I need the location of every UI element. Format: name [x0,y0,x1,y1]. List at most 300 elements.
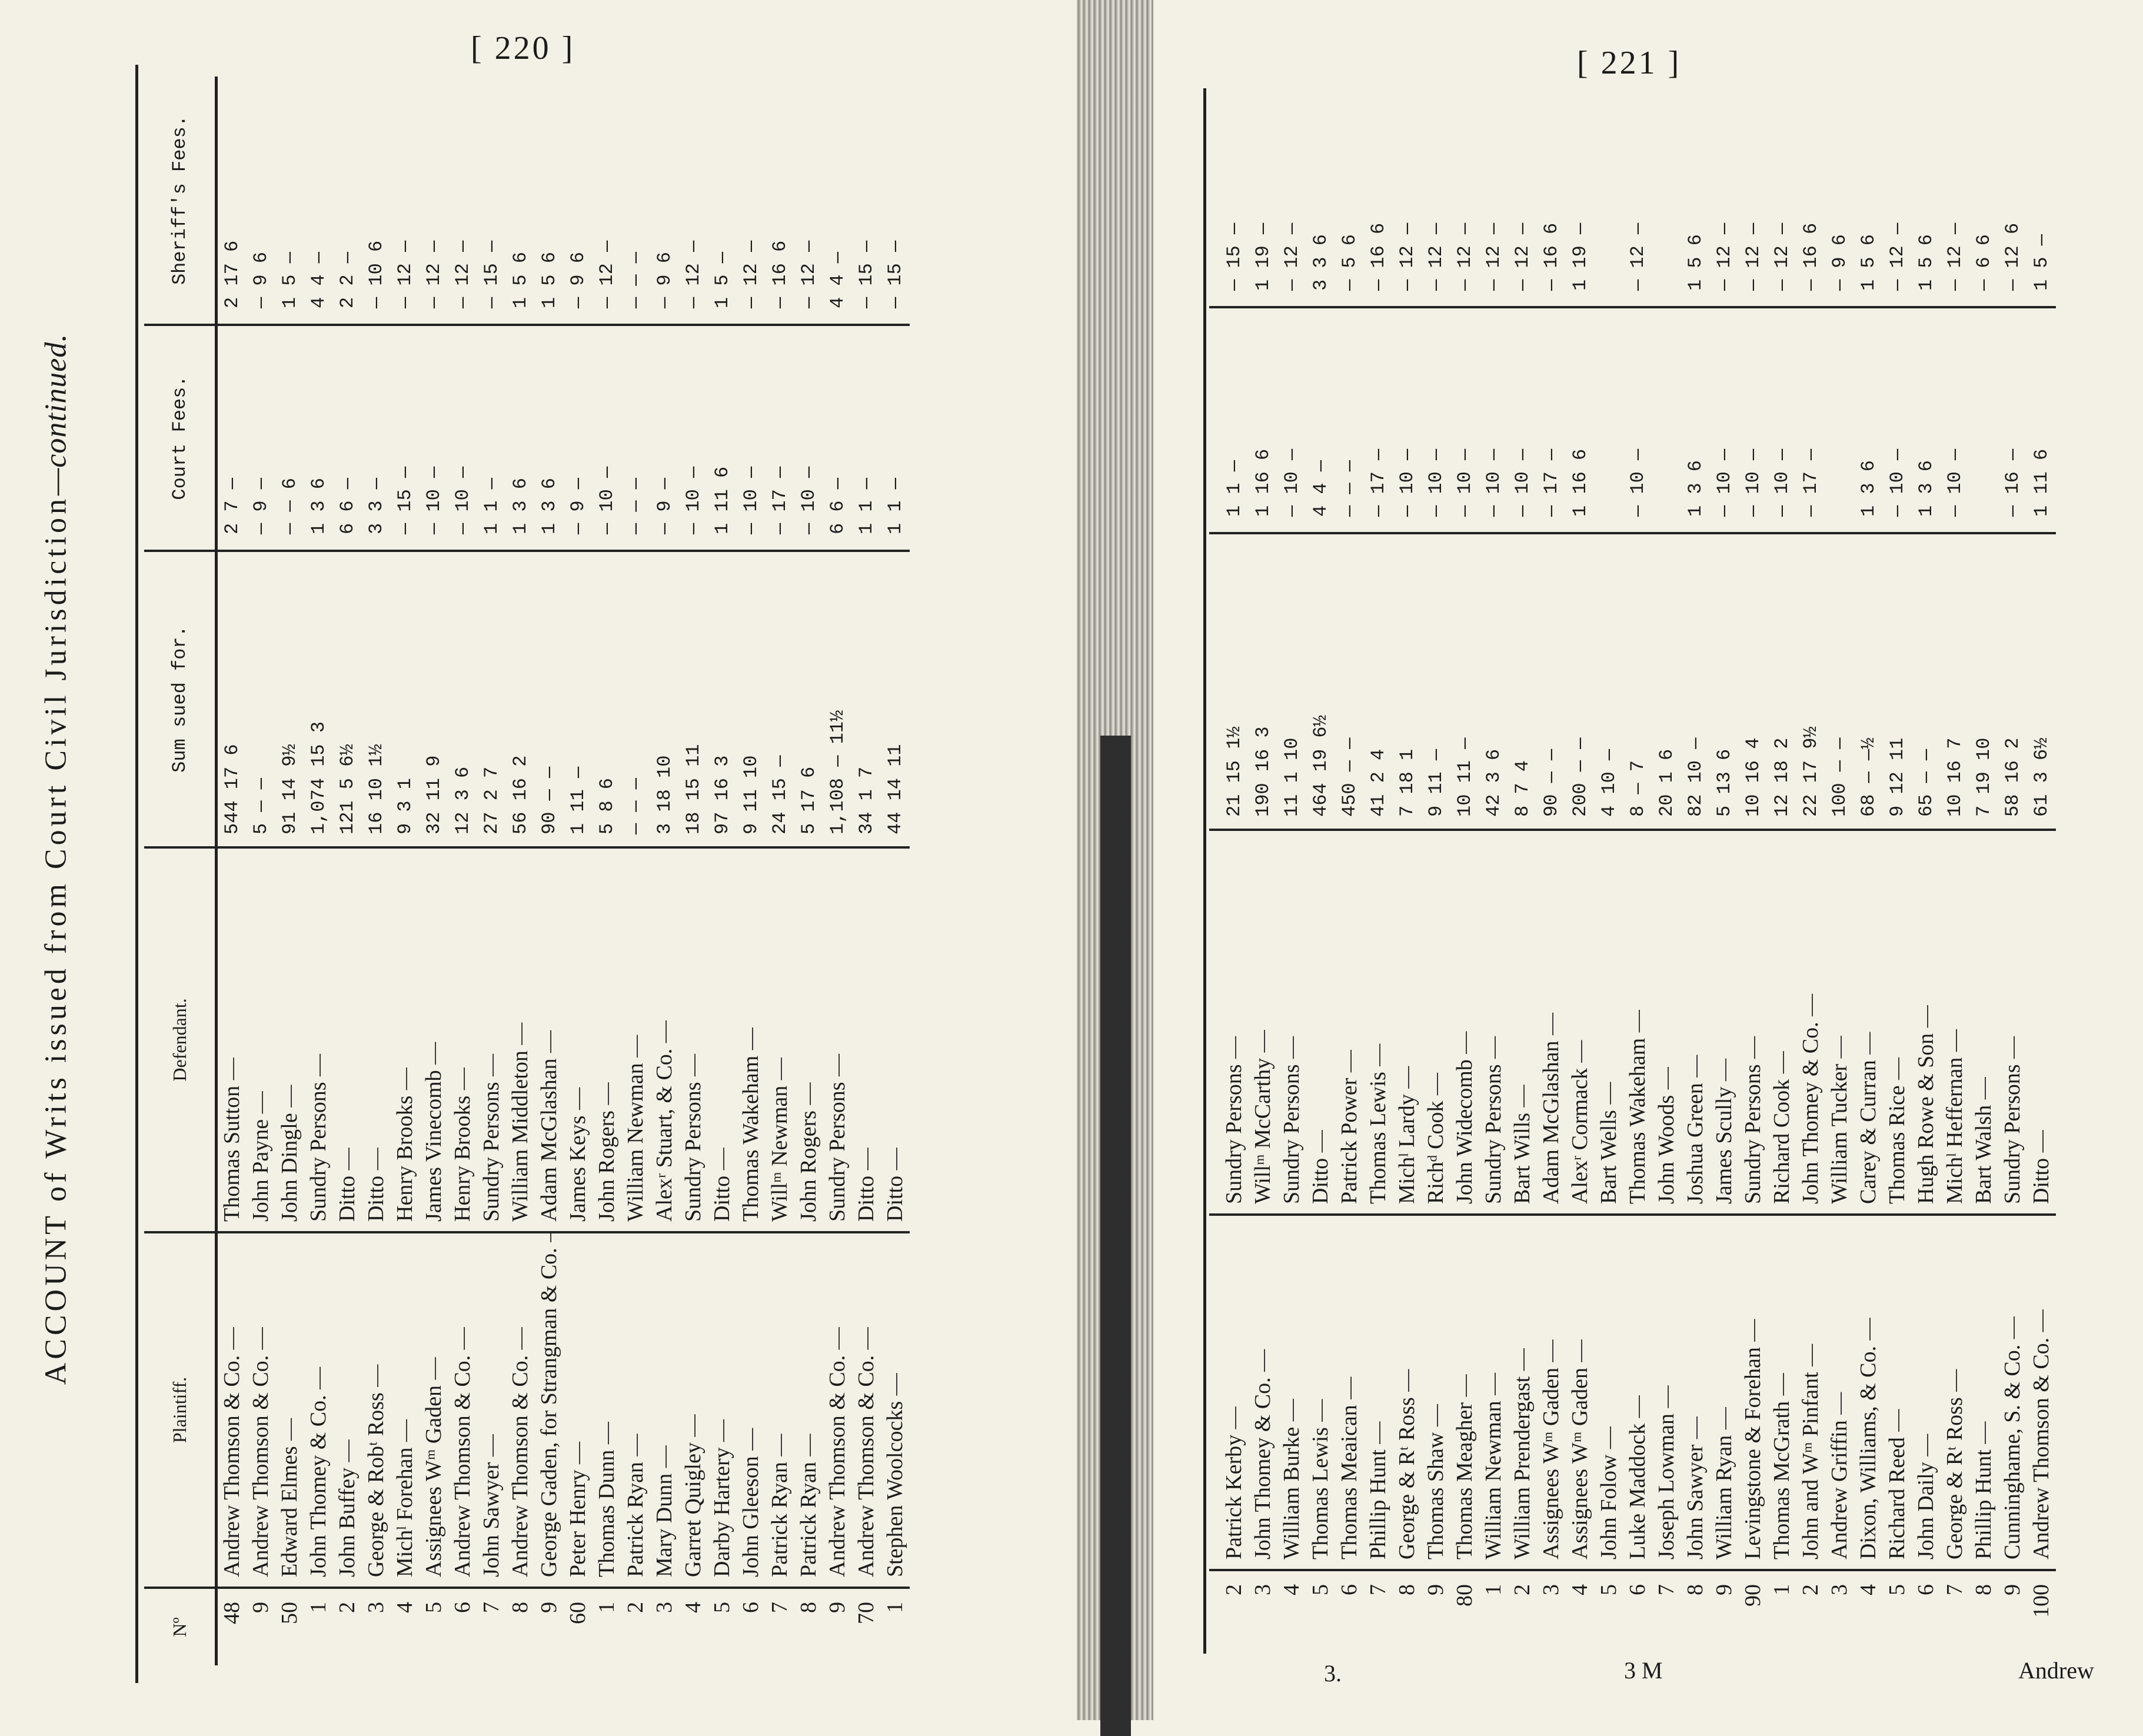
right-page [1153,0,2143,1720]
sheriff-fees-cell: — 12 — [1941,82,1969,307]
sheriff-fees-cell: — 12 — [1393,82,1422,307]
table-row [794,77,823,1665]
header-spacer-plaintiff [1209,1215,1220,1570]
sheriff-fees-cell: — 12 — [1450,82,1479,307]
defendant-cell: Sundry Persons — [679,847,708,1232]
defendant-cell: Thomas Wakeham — [1623,830,1652,1215]
plaintiff-cell: Patrick Ryan — [794,1232,823,1588]
court-fees-cell: — — — [621,325,650,551]
plaintiff-cell: John Thomey & Co. — [1249,1215,1277,1570]
defendant-cell: Sundry Persons — [304,847,333,1232]
sheriff-fees-cell: — 10 6 [362,77,391,325]
sheriff-fees-cell: — 15 — [1220,82,1249,307]
sheriff-fees-cell: — 12 6 [1998,82,2027,307]
court-fees-cell: — 17 — [1364,307,1393,533]
sum-cell: 100 — — [1825,533,1854,830]
sheriff-fees-cell: 1 5 6 [1854,82,1883,307]
table-row [1941,82,1969,1648]
sum-cell: 5 — — [247,551,275,847]
row-number: 6 [450,1602,475,1613]
plaintiff-cell: Andrew Thomson & Co. — [2027,1215,2056,1570]
defendant-cell: Adam McGlashan — [1537,830,1566,1215]
row-number: 7 [479,1602,504,1613]
table-row [247,77,275,1665]
table-row [1710,82,1739,1648]
plaintiff-cell: John Buffey — [333,1232,362,1588]
plaintiff-cell: Darby Hartery — [708,1232,737,1588]
court-fees-cell: — 10 — [1710,307,1739,533]
court-fees-cell: — 10 — [1941,307,1969,533]
court-fees-cell: — 10 — [1768,307,1796,533]
plaintiff-cell: Andrew Thomson & Co. — [852,1232,881,1588]
table-row [275,77,304,1665]
table-row [1681,82,1710,1648]
row-number: 6 [1625,1584,1650,1595]
court-fees-cell: — 10 — [1277,307,1306,533]
row-number: 8 [1971,1584,1996,1595]
court-fees-cell [1825,307,1854,533]
header-spacer-court [1209,307,1220,533]
left-table-block [144,77,991,1665]
row-number: 7 [767,1602,792,1613]
row-number: 100 [2029,1584,2054,1618]
court-fees-cell: — 10 — [448,325,477,551]
court-fees-cell: — 10 — [1450,307,1479,533]
sum-cell: 544 17 6 [217,551,247,847]
defendant-cell: Alexʳ Stuart, & Co. — [650,847,679,1232]
sheriff-fees-cell [1595,82,1623,307]
table-row [217,77,247,1665]
sum-cell: 58 16 2 [1998,533,2027,830]
table-row [564,77,593,1665]
account-title-text: ACCOUNT of Writs issued from Court Civil Jurisdiction [39,495,73,1385]
sheriff-fees-cell: — 12 — [420,77,448,325]
table-row [1912,82,1941,1648]
row-number: 9 [825,1602,850,1613]
table-row [1652,82,1681,1648]
court-fees-cell: — 17 — [766,325,794,551]
sum-cell: 90 — — [535,551,564,847]
court-fees-cell: 1 3 6 [1854,307,1883,533]
table-row [391,77,420,1665]
sum-cell: 18 15 11 [679,551,708,847]
row-number: 2 [1222,1584,1246,1595]
sheriff-fees-cell: — 12 — [794,77,823,325]
row-number: 8 [508,1602,533,1613]
row-number: 8 [1683,1584,1708,1595]
plaintiff-cell: George & Rᵗ Ross — [1941,1215,1969,1570]
right-table-rule [1203,88,1206,1654]
row-number: 6 [738,1602,763,1613]
defendant-cell: William Tucker — [1825,830,1854,1215]
table-row [448,77,477,1665]
table-row [333,77,362,1665]
sheriff-fees-cell: 4 4 — [823,77,852,325]
sum-cell: 7 19 10 [1969,533,1998,830]
sheriff-fees-cell: — 12 — [737,77,766,325]
sheriff-fees-cell: — 15 — [852,77,881,325]
plaintiff-cell: Thomas McGrath — [1768,1215,1796,1570]
court-fees-cell: 1 3 6 [304,325,333,551]
table-row [679,77,708,1665]
sum-cell: 82 10 — [1681,533,1710,830]
plaintiff-cell: John Gleeson — [737,1232,766,1588]
row-number: 1 [1769,1584,1794,1595]
defendant-cell: Richard Cook — [1768,830,1796,1215]
defendant-cell: Ditto — [852,847,881,1232]
row-number: 1 [883,1602,907,1613]
sheriff-fees-cell: 1 19 — [1249,82,1277,307]
sum-cell: 4 10 — [1595,533,1623,830]
header-sum: Sum sued for. [144,551,217,847]
sum-cell: 12 3 6 [448,551,477,847]
court-fees-cell: — 10 — [1739,307,1768,533]
plaintiff-cell: Andrew Thomson & Co. — [823,1232,852,1588]
table-row [737,77,766,1665]
row-number: 1 [306,1602,331,1613]
court-fees-cell: — 10 — [1479,307,1508,533]
court-fees-cell: — 9 — [564,325,593,551]
row-number: 7 [1942,1584,1967,1595]
sheriff-fees-cell: — 16 6 [766,77,794,325]
sheriff-fees-cell: 3 3 6 [1306,82,1335,307]
defendant-cell: William Newman — [621,847,650,1232]
table-row [1422,82,1450,1648]
sheriff-fees-cell: 1 19 — [1566,82,1595,307]
plaintiff-cell: William Ryan — [1710,1215,1739,1570]
court-fees-cell: — 10 — [1393,307,1422,533]
table-body-left [217,77,910,1665]
court-fees-cell: 4 4 — [1306,307,1335,533]
defendant-cell: Thomas Lewis — [1364,830,1393,1215]
plaintiff-cell: Andrew Thomson & Co. — [217,1232,247,1588]
plaintiff-cell: Phillip Hunt — [1364,1215,1393,1570]
table-row [1364,82,1393,1648]
plaintiff-cell: Assignees Wᵐ Gaden — [420,1232,448,1588]
sum-cell: 8 7 4 [1508,533,1537,830]
sum-cell: 5 13 6 [1710,533,1739,830]
court-fees-cell: — 10 — [1623,307,1652,533]
account-title [39,330,74,1389]
row-number: 3 [364,1602,388,1613]
defendant-cell: Michˡ Lardy — [1393,830,1422,1215]
table-row [1450,82,1479,1648]
sheriff-fees-cell: — 15 — [881,77,910,325]
sum-cell: 8 — 7 [1623,533,1652,830]
plaintiff-cell: John Sawyer — [1681,1215,1710,1570]
right-table-block [1209,82,2057,1648]
account-title-continued: —continued. [39,333,73,495]
sum-cell: 56 16 2 [506,551,535,847]
table-row [852,77,881,1665]
court-fees-cell: — 10 — [794,325,823,551]
writs-table-left [144,77,910,1665]
court-fees-cell: 2 7 — [217,325,247,551]
table-row [766,77,794,1665]
row-number: 5 [1596,1584,1621,1595]
court-fees-cell: — 15 — [391,325,420,551]
plaintiff-cell: Mary Dunn — [650,1232,679,1588]
court-fees-cell [1595,307,1623,533]
sum-cell: 21 15 1½ [1220,533,1249,830]
table-row [1479,82,1508,1648]
plaintiff-cell: Thomas Meagher — [1450,1215,1479,1570]
defendant-cell: Adam McGlashan — [535,847,564,1232]
sum-cell: 1,108 — 11½ [823,551,852,847]
sum-cell: 97 16 3 [708,551,737,847]
row-number: 4 [681,1602,706,1613]
sum-cell: — — — [621,551,650,847]
court-fees-cell: — 10 — [1422,307,1450,533]
sheriff-fees-cell: — 9 6 [247,77,275,325]
table-row [1566,82,1595,1648]
plaintiff-cell: Peter Henry — [564,1232,593,1588]
plaintiff-cell: Assignees Wᵐ Gaden — [1566,1215,1595,1570]
plaintiff-cell: Luke Maddock — [1623,1215,1652,1570]
sheriff-fees-cell: — 12 — [1883,82,1912,307]
table-row [1623,82,1652,1648]
court-fees-cell: 1 16 6 [1566,307,1595,533]
page-number-left: [ 220 ] [471,30,575,66]
defendant-cell: John Rogers — [794,847,823,1232]
table-row [708,77,737,1665]
row-number: 4 [1856,1584,1881,1595]
table-row [1739,82,1768,1648]
row-number: 50 [277,1602,302,1624]
row-number: 7 [1366,1584,1390,1595]
row-number: 9 [537,1602,561,1613]
court-fees-cell: 1 16 6 [1249,307,1277,533]
defendant-cell: Sundry Persons — [1998,830,2027,1215]
plaintiff-cell: William Prendergast — [1508,1215,1537,1570]
row-number: 4 [1279,1584,1304,1595]
defendant-cell: Thomas Sutton — [217,847,247,1232]
court-fees-cell: 1 1 — [1220,307,1249,533]
sheriff-fees-cell: 1 5 — [708,77,737,325]
sum-cell: 5 17 6 [794,551,823,847]
header-no: Nº [144,1588,217,1665]
plaintiff-cell: Edward Elmes — [275,1232,304,1588]
table-row [1854,82,1883,1648]
row-number: 2 [1510,1584,1535,1595]
court-fees-cell: 1 3 6 [1681,307,1710,533]
court-fees-cell: 1 11 6 [708,325,737,551]
row-number: 7 [1654,1584,1679,1595]
sheriff-fees-cell: — 12 — [1508,82,1537,307]
row-number: 9 [2000,1584,2025,1595]
sheriff-fees-cell: — 12 — [1422,82,1450,307]
sheriff-fees-cell: — 9 6 [650,77,679,325]
sheriff-fees-cell: — 12 — [1623,82,1652,307]
court-fees-cell: 1 3 6 [1912,307,1941,533]
sum-cell: 10 16 7 [1941,533,1969,830]
sheriff-fees-cell: 1 5 6 [1681,82,1710,307]
sum-cell: 91 14 9½ [275,551,304,847]
table-row [881,77,910,1665]
defendant-cell: Alexʳ Cormack — [1566,830,1595,1215]
table-row [1969,82,1998,1648]
table-row [1306,82,1335,1648]
footer-signature-mark: 3 M [1624,1657,1663,1684]
court-fees-cell: 6 6 — [333,325,362,551]
plaintiff-cell: Levingstone & Forehan — [1739,1215,1768,1570]
sheriff-fees-cell: — 12 — [1768,82,1796,307]
court-fees-cell: 6 6 — [823,325,852,551]
court-fees-cell: — 10 — [420,325,448,551]
sheriff-fees-cell: — 6 6 [1969,82,1998,307]
header-spacer-defendant [1209,830,1220,1215]
defendant-cell: Carey & Curran — [1854,830,1883,1215]
table-row [477,77,506,1665]
sheriff-fees-cell: — 12 — [1277,82,1306,307]
sum-cell: 20 1 6 [1652,533,1681,830]
plaintiff-cell: Dixon, Williams, & Co. — [1854,1215,1883,1570]
header-spacer-sum [1209,533,1220,830]
defendant-cell: Ditto — [362,847,391,1232]
sum-cell: 34 1 7 [852,551,881,847]
sheriff-fees-cell: — 16 6 [1537,82,1566,307]
court-fees-cell: — 10 — [679,325,708,551]
row-number: 2 [335,1602,360,1613]
defendant-cell: Willᵐ McCarthy — [1249,830,1277,1215]
header-spacer-no [1209,1570,1220,1648]
plaintiff-cell: Thomas Shaw — [1422,1215,1450,1570]
sheriff-fees-cell: — 12 — [1739,82,1768,307]
table-row [1595,82,1623,1648]
sheriff-fees-cell: — 12 — [448,77,477,325]
table-body-right [1220,82,2056,1648]
header-plaintiff: Plaintiff. [144,1232,217,1588]
defendant-cell: John Widecomb — [1450,830,1479,1215]
court-fees-cell: — 9 — [247,325,275,551]
plaintiff-cell: Patrick Ryan — [621,1232,650,1588]
defendant-cell: Henry Brooks — [391,847,420,1232]
table-row [2027,82,2056,1648]
defendant-cell: Patrick Power — [1335,830,1364,1215]
header-spacer-sheriff [1209,82,1220,307]
sum-cell: 68 — —½ [1854,533,1883,830]
plaintiff-cell: Patrick Ryan — [766,1232,794,1588]
row-number: 2 [1798,1584,1823,1595]
defendant-cell: Hugh Rowe & Son — [1912,830,1941,1215]
footer-signature: 3. [1324,1660,1342,1687]
court-fees-cell: 1 1 — [477,325,506,551]
sum-cell: 450 — — [1335,533,1364,830]
row-number: 8 [1395,1584,1419,1595]
plaintiff-cell: Richard Reed — [1883,1215,1912,1570]
sheriff-fees-cell: — 12 — [1710,82,1739,307]
court-fees-cell: — 16 — [1998,307,2027,533]
table-row [1220,82,1249,1648]
defendant-cell: Michˡ Heffernan — [1941,830,1969,1215]
court-fees-cell: 3 3 — [362,325,391,551]
defendant-cell: Sundry Persons — [1479,830,1508,1215]
sum-cell: 11 1 10 [1277,533,1306,830]
row-number: 4 [1568,1584,1592,1595]
sheriff-fees-cell: — 12 — [1479,82,1508,307]
table-row [1825,82,1854,1648]
book-gutter [1077,0,1153,1720]
defendant-cell: Ditto — [881,847,910,1232]
defendant-cell: Ditto — [2027,830,2056,1215]
table-row [1796,82,1825,1648]
sum-cell: 27 2 7 [477,551,506,847]
sum-cell: 16 10 1½ [362,551,391,847]
plaintiff-cell: William Newman — [1479,1215,1508,1570]
sheriff-fees-cell: — 15 — [477,77,506,325]
sum-cell: 9 11 10 [737,551,766,847]
plaintiff-cell: Garret Quigley — [679,1232,708,1588]
plaintiff-cell: George & Robᵗ Ross — [362,1232,391,1588]
defendant-cell: Willᵐ Newman — [766,847,794,1232]
row-number: 48 [219,1602,244,1624]
plaintiff-cell: Andrew Thomson & Co. — [448,1232,477,1588]
row-number: 4 [392,1602,417,1613]
sheriff-fees-cell: — 12 — [593,77,621,325]
sheriff-fees-cell: — 9 6 [564,77,593,325]
table-row [650,77,679,1665]
court-fees-cell: — 10 — [593,325,621,551]
table-row [362,77,391,1665]
sheriff-fees-cell: 1 5 — [275,77,304,325]
sum-cell: 464 19 6½ [1306,533,1335,830]
court-fees-cell: 1 11 6 [2027,307,2056,533]
left-table-rule [135,65,138,1683]
table-row [1998,82,2027,1648]
sheriff-fees-cell: — 12 — [391,77,420,325]
defendant-cell: Bart Wills — [1508,830,1537,1215]
sum-cell: 121 5 6½ [333,551,362,847]
defendant-cell: Thomas Wakeham — [737,847,766,1232]
plaintiff-cell: Patrick Kerby — [1220,1215,1249,1570]
court-fees-cell [1652,307,1681,533]
row-number: 1 [594,1602,619,1613]
row-number: 3 [1250,1584,1275,1595]
defendant-cell: John Rogers — [593,847,621,1232]
sheriff-fees-cell: 1 5 6 [506,77,535,325]
defendant-cell: James Vinecomb — [420,847,448,1232]
table-row [535,77,564,1665]
row-number: 6 [1914,1584,1938,1595]
defendant-cell: John Woods — [1652,830,1681,1215]
sheriff-fees-cell: — 12 — [679,77,708,325]
row-number: 80 [1452,1584,1477,1607]
defendant-cell: Richᵈ Cook — [1422,830,1450,1215]
row-number: 3 [652,1602,677,1613]
writs-table-right [1209,82,2056,1648]
court-fees-cell: — 10 — [1508,307,1537,533]
sheriff-fees-cell: 2 2 — [333,77,362,325]
sum-cell: 7 18 1 [1393,533,1422,830]
row-number: 9 [1423,1584,1448,1595]
header-defendant: Defendant. [144,847,217,1232]
row-number: 9 [248,1602,273,1613]
plaintiff-cell: Andrew Thomson & Co. — [506,1232,535,1588]
defendant-cell: Joshua Green — [1681,830,1710,1215]
court-fees-cell: — 17 — [1796,307,1825,533]
sheriff-fees-cell: 4 4 — [304,77,333,325]
sum-cell: 12 18 2 [1768,533,1796,830]
defendant-cell: Sundry Persons — [823,847,852,1232]
plaintiff-cell: Cunninghame, S. & Co. — [1998,1215,2027,1570]
table-row [304,77,333,1665]
row-number: 6 [1337,1584,1362,1595]
defendant-cell: Ditto — [1306,830,1335,1215]
defendant-cell: John Thomey & Co. — [1796,830,1825,1215]
table-row [1249,82,1277,1648]
sum-cell: 3 18 10 [650,551,679,847]
table-row [420,77,448,1665]
